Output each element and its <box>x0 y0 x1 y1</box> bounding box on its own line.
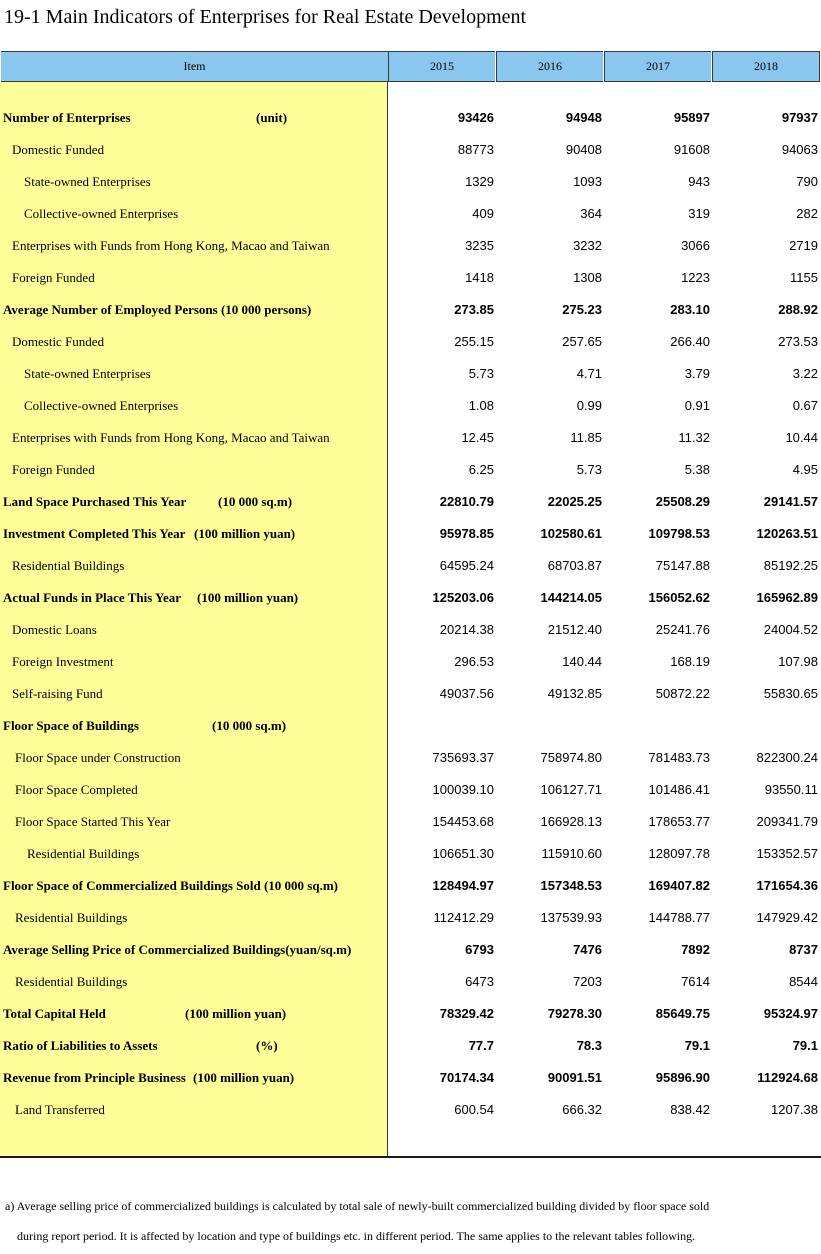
column-header-2017: 2017 <box>604 51 711 82</box>
row-value-2018: 79.1 <box>792 1038 818 1053</box>
row-label: Domestic Loans <box>12 622 97 637</box>
row-value-2016: 90091.51 <box>547 1070 602 1085</box>
table-row <box>0 902 821 934</box>
row-value-2017: 91608 <box>673 142 710 157</box>
row-label: Floor Space under Construction <box>15 750 181 765</box>
row-label: Self-raising Fund <box>12 686 103 701</box>
row-unit: (100 million yuan) <box>194 526 296 541</box>
row-value-2015: 600.54 <box>454 1102 494 1117</box>
row-label: Land Transferred <box>15 1102 105 1117</box>
table-row <box>0 550 821 582</box>
table-row <box>0 966 821 998</box>
row-label: Collective-owned Enterprises <box>24 206 179 221</box>
row-value-2018: 120263.51 <box>756 526 818 541</box>
row-value-2018: 55830.65 <box>763 686 818 701</box>
row-value-2016: 144214.05 <box>540 590 602 605</box>
row-value-2016: 90408 <box>565 142 602 157</box>
table-row <box>0 454 821 486</box>
row-value-2016: 758974.80 <box>540 750 602 765</box>
footnote-line-1: a) Average selling price of commercialized buildings is calculated by total sale of newly-built commercialized building divided by floor space sold <box>5 1199 710 1213</box>
row-value-2017: 144788.77 <box>648 910 710 925</box>
row-value-2017: 943 <box>688 174 710 189</box>
table-row <box>0 134 821 166</box>
row-value-2015: 49037.56 <box>439 686 494 701</box>
row-value-2015: 112412.29 <box>433 910 494 925</box>
table-row <box>0 1062 821 1094</box>
table-row <box>0 358 821 390</box>
row-value-2018: 3.22 <box>792 366 818 381</box>
footnote-line-2: during report period. It is affected by location and type of buildings etc. in different period. The same applies to the relevant tables following. <box>17 1229 696 1243</box>
row-value-2017: 85649.75 <box>655 1006 710 1021</box>
row-value-2017: 50872.22 <box>655 686 710 701</box>
row-value-2015: 88773 <box>457 142 494 157</box>
row-label: State-owned Enterprises <box>24 366 151 381</box>
row-value-2018: 8737 <box>789 942 818 957</box>
row-unit: (unit) <box>256 110 288 125</box>
row-value-2015: 125203.06 <box>432 590 494 605</box>
row-label: Residential Buildings <box>15 910 128 925</box>
row-value-2017: 1223 <box>681 270 710 285</box>
row-value-2017: 101486.41 <box>648 782 710 797</box>
row-value-2018: 273.53 <box>778 334 818 349</box>
row-value-2017: 95897 <box>673 110 710 125</box>
row-value-2018: 0.67 <box>792 398 818 413</box>
row-value-2015: 735693.37 <box>432 750 494 765</box>
row-value-2016: 666.32 <box>562 1102 602 1117</box>
row-value-2018: 29141.57 <box>763 494 818 509</box>
row-value-2016: 78.3 <box>576 1038 602 1053</box>
row-value-2016: 137539.93 <box>540 910 602 925</box>
row-value-2017: 3.79 <box>684 366 710 381</box>
row-value-2016: 166928.13 <box>540 814 602 829</box>
row-value-2016: 1308 <box>573 270 602 285</box>
column-header-item: Item <box>1 51 388 82</box>
row-unit: (10 000 sq.m) <box>218 494 293 509</box>
row-value-2018: 97937 <box>781 110 818 125</box>
row-value-2015: 100039.10 <box>432 782 494 797</box>
row-value-2018: 147929.42 <box>756 910 818 925</box>
row-value-2018: 95324.97 <box>763 1006 818 1021</box>
table-row <box>0 934 821 966</box>
row-value-2017: 25508.29 <box>655 494 710 509</box>
row-value-2017: 95896.90 <box>655 1070 710 1085</box>
row-label: Domestic Funded <box>12 334 105 349</box>
row-value-2018: 8544 <box>789 974 818 989</box>
row-value-2017: 838.42 <box>670 1102 710 1117</box>
row-value-2017: 5.38 <box>684 462 710 477</box>
row-label: Investment Completed This Year <box>3 526 186 541</box>
row-value-2018: 165962.89 <box>756 590 818 605</box>
row-value-2017: 7614 <box>681 974 710 989</box>
row-value-2017: 319 <box>688 206 710 221</box>
table-row <box>0 166 821 198</box>
table-row <box>0 422 821 454</box>
row-value-2015: 93426 <box>457 110 494 125</box>
row-value-2015: 1418 <box>465 270 494 285</box>
table-row <box>0 870 821 902</box>
row-value-2016: 140.44 <box>562 654 602 669</box>
row-value-2016: 275.23 <box>562 302 602 317</box>
row-value-2016: 106127.71 <box>540 782 602 797</box>
row-value-2015: 64595.24 <box>439 558 494 573</box>
row-unit: (10 000 sq.m) <box>212 718 287 733</box>
row-value-2017: 178653.77 <box>648 814 710 829</box>
row-value-2015: 20214.38 <box>439 622 494 637</box>
row-value-2016: 22025.25 <box>547 494 602 509</box>
table-row <box>0 582 821 614</box>
row-value-2018: 4.95 <box>792 462 818 477</box>
row-value-2015: 409 <box>472 206 494 221</box>
row-value-2015: 273.85 <box>454 302 494 317</box>
row-value-2018: 94063 <box>781 142 818 157</box>
row-value-2016: 79278.30 <box>547 1006 602 1021</box>
row-unit: (100 million yuan) <box>197 590 299 605</box>
table-row <box>0 1030 821 1062</box>
row-value-2016: 257.65 <box>562 334 602 349</box>
row-value-2016: 7476 <box>573 942 602 957</box>
row-value-2017: 168.19 <box>670 654 710 669</box>
row-label: Foreign Investment <box>12 654 114 669</box>
row-value-2017: 781483.73 <box>648 750 710 765</box>
table-row <box>0 678 821 710</box>
row-value-2016 <box>502 710 602 742</box>
row-unit: (100 million yuan) <box>185 1006 287 1021</box>
table-row <box>0 710 821 742</box>
row-value-2017: 0.91 <box>684 398 710 413</box>
row-value-2015: 255.15 <box>454 334 494 349</box>
row-value-2015: 70174.34 <box>439 1070 494 1085</box>
row-value-2018: 107.98 <box>778 654 818 669</box>
table-row <box>0 102 821 134</box>
row-value-2015: 12.45 <box>461 430 494 445</box>
row-value-2016: 1093 <box>573 174 602 189</box>
table-row <box>0 486 821 518</box>
row-label: Total Capital Held <box>3 1006 106 1021</box>
row-label: Enterprises with Funds from Hong Kong, Macao and Taiwan <box>12 238 330 253</box>
row-label: Residential Buildings <box>27 846 140 861</box>
column-header-2016: 2016 <box>496 51 603 82</box>
row-label: Floor Space of Commercialized Buildings Sold (10 000 sq.m) <box>3 878 338 893</box>
row-value-2017: 156052.62 <box>648 590 710 605</box>
row-value-2017: 75147.88 <box>655 558 710 573</box>
row-value-2017: 3066 <box>681 238 710 253</box>
row-label: Collective-owned Enterprises <box>24 398 179 413</box>
row-label: Floor Space Started This Year <box>15 814 171 829</box>
row-value-2017: 11.32 <box>678 430 710 445</box>
row-value-2018: 2719 <box>789 238 818 253</box>
row-label: Number of Enterprises <box>3 110 131 125</box>
row-value-2018: 93550.11 <box>764 782 818 797</box>
row-value-2017: 283.10 <box>670 302 710 317</box>
table-row <box>0 518 821 550</box>
page-title: 19-1 Main Indicators of Enterprises for Real Estate Development <box>4 6 527 28</box>
row-value-2018: 209341.79 <box>756 814 818 829</box>
row-value-2017: 266.40 <box>670 334 710 349</box>
row-label: Foreign Funded <box>12 270 95 285</box>
row-value-2018: 85192.25 <box>763 558 818 573</box>
row-value-2016: 115910.60 <box>541 846 602 861</box>
row-value-2016: 21512.40 <box>547 622 602 637</box>
table-row <box>0 390 821 422</box>
row-value-2015: 6473 <box>465 974 494 989</box>
row-value-2016: 0.99 <box>576 398 602 413</box>
row-value-2017 <box>610 710 710 742</box>
row-value-2015: 5.73 <box>468 366 494 381</box>
row-value-2016: 7203 <box>573 974 602 989</box>
row-label: Revenue from Principle Business <box>3 1070 186 1085</box>
row-value-2016: 102580.61 <box>540 526 602 541</box>
row-value-2016: 3232 <box>573 238 602 253</box>
column-header-2015: 2015 <box>388 51 495 82</box>
row-value-2017: 109798.53 <box>648 526 710 541</box>
row-unit: (100 million yuan) <box>193 1070 295 1085</box>
table-row <box>0 806 821 838</box>
row-label: Domestic Funded <box>12 142 105 157</box>
row-value-2018: 153352.57 <box>756 846 818 861</box>
row-value-2016: 5.73 <box>576 462 602 477</box>
table-row <box>0 326 821 358</box>
row-label: Actual Funds in Place This Year <box>3 590 182 605</box>
row-label: State-owned Enterprises <box>24 174 151 189</box>
row-value-2018: 112924.68 <box>757 1070 818 1085</box>
row-value-2018: 1155 <box>790 270 818 285</box>
row-label: Land Space Purchased This Year <box>3 494 187 509</box>
table-bottom-rule <box>0 1156 821 1158</box>
column-header-2018: 2018 <box>712 51 820 82</box>
row-value-2018: 288.92 <box>778 302 818 317</box>
table-row <box>0 646 821 678</box>
row-value-2018 <box>718 710 818 742</box>
row-value-2015: 22810.79 <box>439 494 494 509</box>
row-value-2017: 128097.78 <box>648 846 710 861</box>
row-value-2015: 3235 <box>465 238 494 253</box>
row-value-2018: 1207.38 <box>771 1102 818 1117</box>
table-row <box>0 1094 821 1126</box>
table-row <box>0 614 821 646</box>
row-label: Enterprises with Funds from Hong Kong, Macao and Taiwan <box>12 430 330 445</box>
row-value-2015 <box>394 710 494 742</box>
table-body <box>0 102 821 1126</box>
row-value-2018: 10.44 <box>785 430 818 445</box>
row-label: Foreign Funded <box>12 462 95 477</box>
row-value-2015: 1.08 <box>468 398 494 413</box>
row-value-2018: 822300.24 <box>756 750 818 765</box>
row-value-2016: 49132.85 <box>547 686 602 701</box>
row-value-2018: 24004.52 <box>763 622 818 637</box>
row-value-2015: 6793 <box>465 942 494 957</box>
table-row <box>0 838 821 870</box>
table-row <box>0 294 821 326</box>
table-row <box>0 998 821 1030</box>
row-label: Floor Space of Buildings <box>3 718 139 733</box>
row-value-2015: 1329 <box>465 174 494 189</box>
row-value-2017: 79.1 <box>684 1038 710 1053</box>
table-row <box>0 742 821 774</box>
row-value-2017: 7892 <box>681 942 710 957</box>
row-value-2015: 78329.42 <box>439 1006 494 1021</box>
row-value-2016: 4.71 <box>576 366 602 381</box>
row-label: Average Selling Price of Commercialized Buildings(yuan/sq.m) <box>3 942 352 957</box>
row-unit: (%) <box>256 1038 278 1053</box>
row-label: Ratio of Liabilities to Assets <box>3 1038 158 1053</box>
row-label: Residential Buildings <box>12 558 125 573</box>
row-value-2018: 282 <box>796 206 818 221</box>
row-value-2015: 154453.68 <box>432 814 494 829</box>
row-value-2016: 11.85 <box>570 430 602 445</box>
row-value-2015: 6.25 <box>468 462 494 477</box>
row-value-2015: 106651.30 <box>432 846 494 861</box>
row-label: Average Number of Employed Persons (10 000 persons) <box>3 302 312 317</box>
row-value-2017: 25241.76 <box>655 622 710 637</box>
row-value-2015: 77.7 <box>468 1038 494 1053</box>
table-row <box>0 262 821 294</box>
row-value-2015: 296.53 <box>454 654 494 669</box>
row-value-2018: 171654.36 <box>756 878 818 893</box>
row-value-2016: 94948 <box>565 110 602 125</box>
row-value-2015: 128494.97 <box>432 878 494 893</box>
table-row <box>0 198 821 230</box>
row-label: Floor Space Completed <box>15 782 138 797</box>
table-header <box>0 51 821 82</box>
row-value-2016: 157348.53 <box>540 878 602 893</box>
table-row <box>0 230 821 262</box>
row-value-2016: 68703.87 <box>547 558 602 573</box>
row-value-2017: 169407.82 <box>648 878 710 893</box>
row-label: Residential Buildings <box>15 974 128 989</box>
table-row <box>0 774 821 806</box>
row-value-2016: 364 <box>580 206 602 221</box>
row-value-2018: 790 <box>796 174 818 189</box>
row-value-2015: 95978.85 <box>439 526 494 541</box>
